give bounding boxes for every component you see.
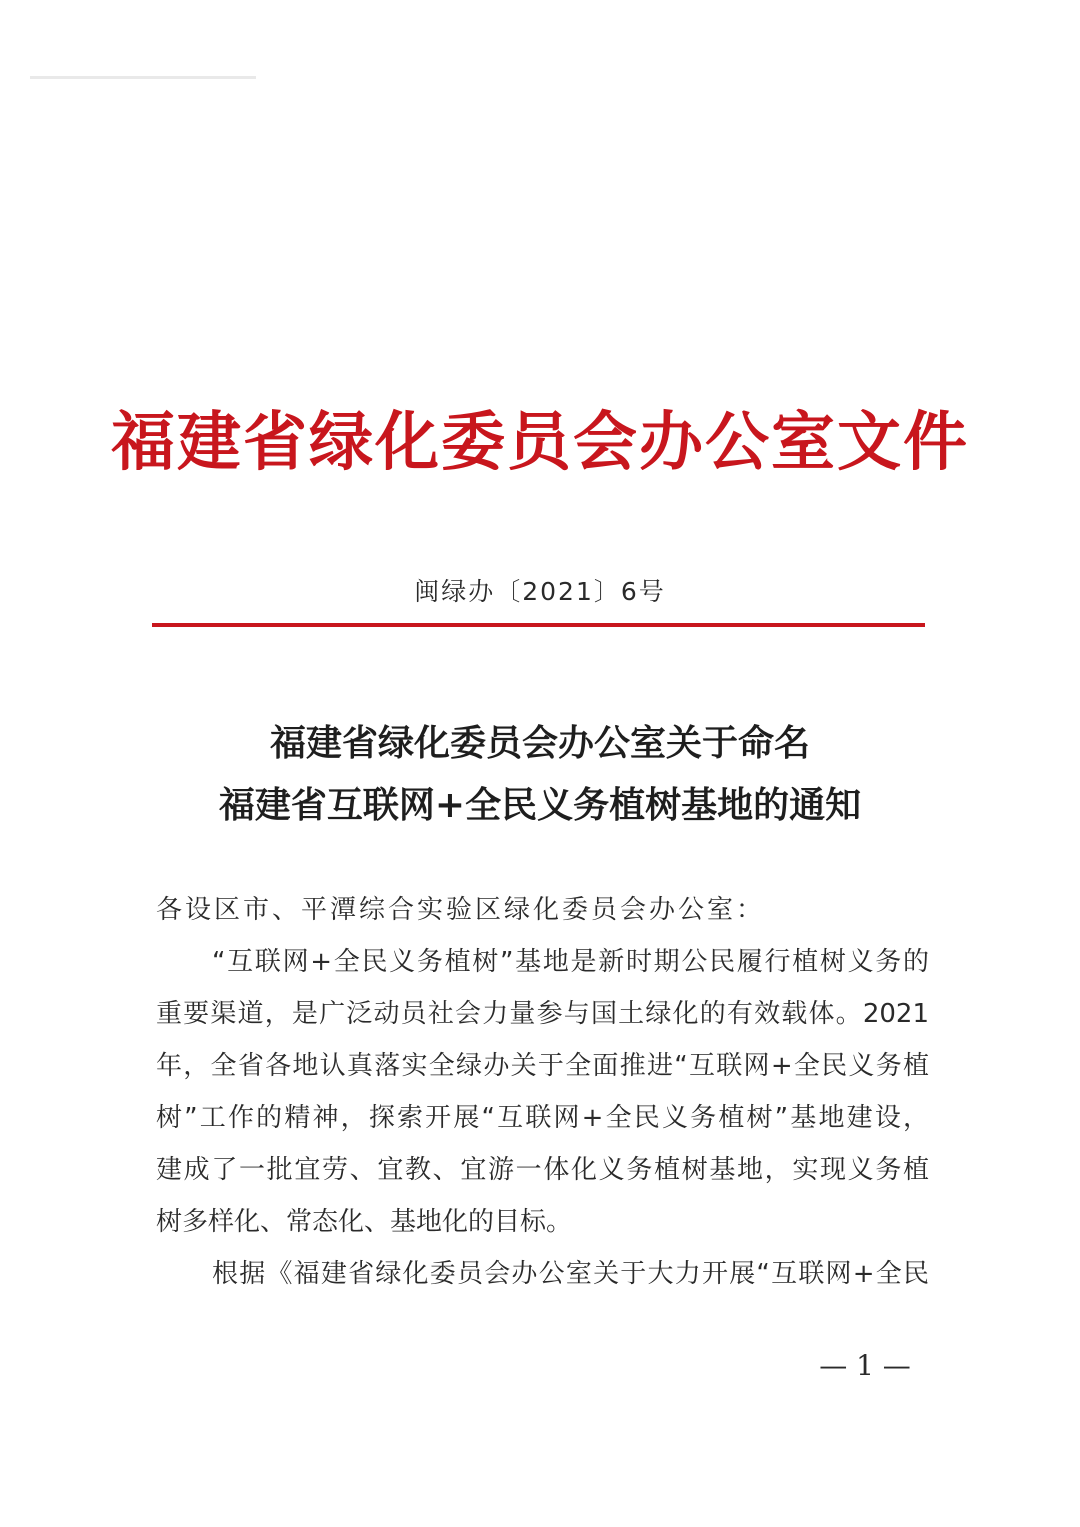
- document-number: 闽绿办〔2021〕6号: [414, 577, 666, 606]
- paragraph-1-line: 年，全省各地认真落实全绿办关于全面推进“互联网+全民义务植: [156, 1051, 929, 1081]
- paragraph-1-line: 树多样化、常态化、基地化的目标。: [156, 1207, 573, 1237]
- document-body: [156, 884, 929, 1300]
- title-line-1: 福建省绿化委员会办公室关于命名: [269, 722, 810, 764]
- paragraph-2-line: 根据《福建省绿化委员会办公室关于大力开展“互联网+全民: [212, 1259, 929, 1289]
- addressee: 各设区市、平潭综合实验区绿化委员会办公室：: [156, 895, 766, 925]
- paragraph-1-line: 建成了一批宜劳、宜教、宜游一体化义务植树基地，实现义务植: [156, 1155, 929, 1185]
- paragraph-1-line: 树”工作的精神，探索开展“互联网+全民义务植树”基地建设，: [156, 1103, 929, 1133]
- red-separator-line: [152, 623, 925, 627]
- title-line-2: 福建省互联网+全民义务植树基地的通知: [218, 784, 862, 826]
- issuer-banner: 福建省绿化委员会办公室文件: [111, 406, 969, 480]
- page-number: — 1 —: [819, 1349, 911, 1382]
- document-title: [0, 712, 1080, 836]
- paragraph-1-line: “互联网+全民义务植树”基地是新时期公民履行植树义务的: [212, 947, 929, 977]
- scan-artifact: [30, 76, 256, 79]
- paragraph-1-line: 重要渠道，是广泛动员社会力量参与国土绿化的有效载体。2021: [156, 999, 929, 1029]
